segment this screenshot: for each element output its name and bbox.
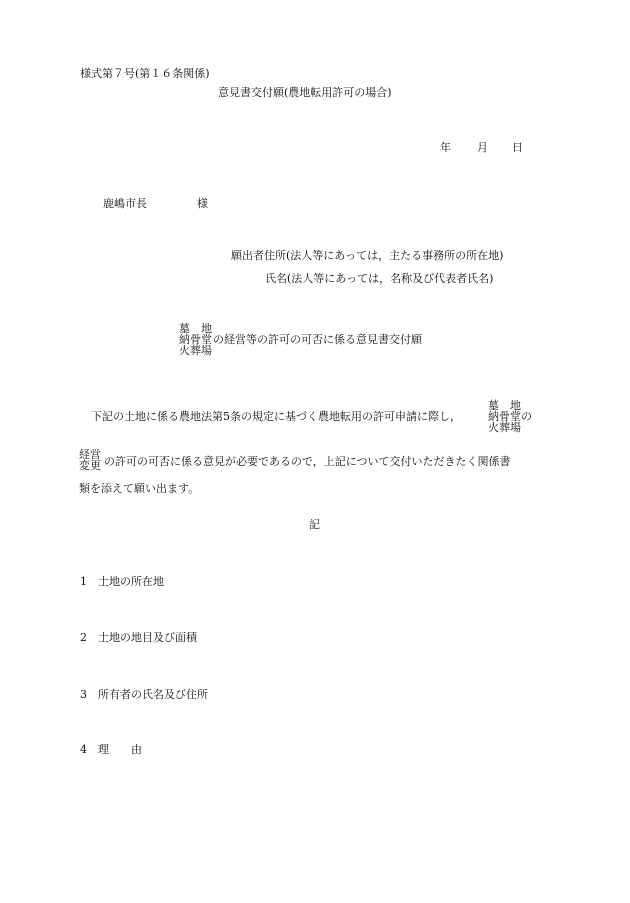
date-day: 日 [512, 141, 523, 154]
item-number: 2 [80, 631, 87, 644]
body-line-3: 類を添えて願い出ます。 [79, 482, 200, 495]
subject-option: 火葬場 [179, 344, 212, 357]
ki-heading: 記 [309, 518, 320, 531]
item-number: 4 [80, 743, 87, 756]
subject-options [179, 323, 212, 356]
applicant-address-label: 願出者住所(法人等にあっては，主たる事務所の所在地) [231, 249, 504, 262]
body-line-2: の許可の可否に係る意見が必要であるので，上記について交付いただきたく関係書 [104, 455, 511, 468]
item-label: 土地の所在地 [98, 575, 164, 588]
addressee-name: 鹿嶋市長 [103, 197, 147, 210]
subject-text: の経営等の許可の可否に係る意見書交付願 [213, 333, 422, 346]
date-month: 月 [477, 141, 488, 154]
change-options [79, 449, 101, 471]
date-year: 年 [440, 141, 451, 154]
item-label: 理 由 [98, 743, 142, 756]
body-line-1: 下記の土地に係る農地法第5条の規定に基づく農地転用の許可申請に際し， [91, 410, 461, 423]
body-option: 火葬場 [488, 421, 521, 434]
body-options [488, 400, 532, 433]
document-title: 意見書交付願(農地転用許可の場合) [218, 86, 392, 99]
item-number: 1 [80, 575, 87, 588]
item-label: 土地の地目及び面積 [98, 631, 197, 644]
body-option: 墓 地 [488, 399, 521, 412]
item-number: 3 [80, 688, 87, 701]
subject-option: 納骨堂 [179, 333, 212, 346]
applicant-name-label: 氏名(法人等にあっては，名称及び代表者氏名) [265, 272, 494, 285]
form-number: 様式第７号(第１６条関係) [80, 67, 210, 80]
item-label: 所有者の氏名及び住所 [98, 688, 208, 701]
addressee-honorific: 様 [197, 197, 208, 210]
subject-option: 墓 地 [179, 322, 212, 335]
body-option: 納骨堂の [488, 410, 532, 423]
change-option: 経営 [79, 448, 101, 461]
change-option: 変更 [79, 459, 101, 472]
